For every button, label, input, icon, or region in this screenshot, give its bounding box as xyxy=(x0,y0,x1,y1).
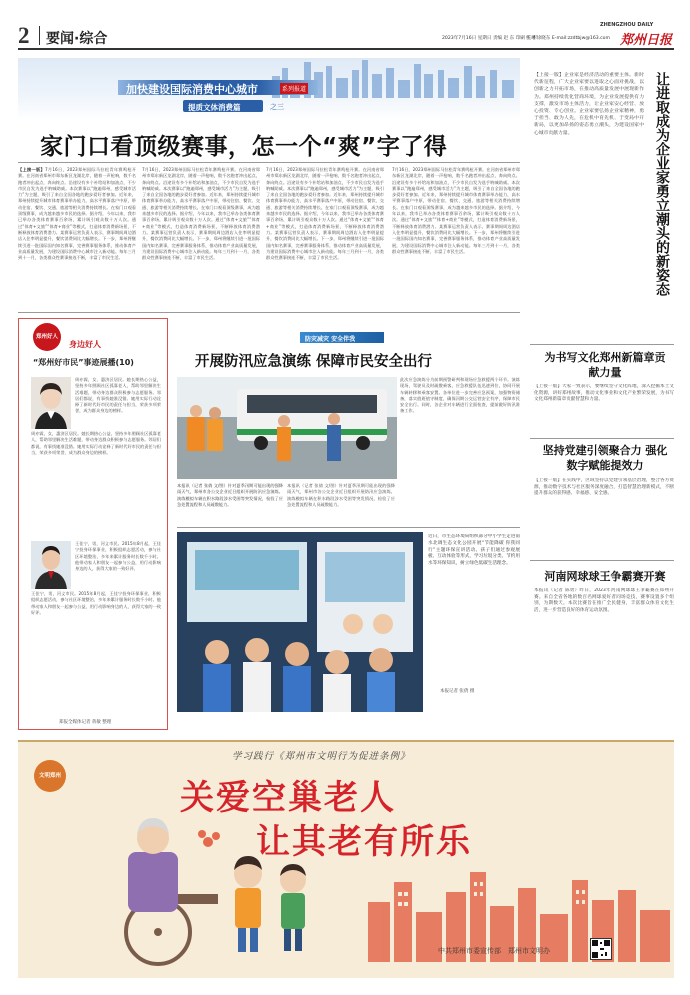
lead-byline: 【上接一版】 xyxy=(18,167,45,172)
section-name: 要闻·综合 xyxy=(46,31,108,47)
drill-caption xyxy=(177,483,283,523)
subtag-number: 之三 xyxy=(270,103,284,111)
good-people-badge: 郑州好人 xyxy=(33,323,61,351)
good-people-title: “郑州好市民”事迹展播(10) xyxy=(33,358,134,367)
right-rule-3 xyxy=(530,560,674,561)
story3-title: 坚持党建引领聚合力 强化数字赋能提效力 xyxy=(542,444,668,472)
lead-body-col3 xyxy=(266,167,384,307)
ad-sponsors: 中共郑州市委宣传部 郑州市文明办 xyxy=(438,947,550,955)
psa-ad xyxy=(18,740,674,978)
vertical-commentary-title: 让进取成为企业家勇立潮头的新姿态 xyxy=(654,72,670,296)
lead-body-col2 xyxy=(142,167,260,307)
lead-bottom-rule xyxy=(18,312,520,313)
lead-body-text-2: 7月16日，2023郑州国际马拉松青年赛鸣枪开赛。在河南省郑州市郑东新区龙湖北岸，随着一声枪响，数千名跑者冲出起点，奔向终点。沿途设有多个补给站和加油点，不少市民自发为选手呐喊助威。本次赛事以“跑遍郑州，感受城市活力”为主题，吸引了来自全国各地的跑步爱好者参加。近年来，郑州持续提升城市体育赛事举办能力，高水平赛事落户中原，带动住宿、餐饮、交通、旅游等相关消费持续增长。在家门口观看顶级赛事，成为越来越多市民的选择。据介绍，今年以来，我市已举办各类体育赛事百余场，累计吸引观众数十万人次。通过“体育+文旅”“体育+商业”等模式，打造体育消费新场景，不断释放体育消费潜力。某赛事运营负责人表示，赛事期间周边酒店入住率明显提升，餐饮消费同比大幅增长。下一步，郑州将继续引进一批国际国内知名赛事，完善赛事服务体系，推动体育产业高质量发展，为建设国际消费中心城市注入新动能。每年三月到十一月，各类群众性赛事接连不断，丰富了市民生活。 xyxy=(142,167,260,261)
ad-campaign: 学习践行《郑州市文明行为促进条例》 xyxy=(232,751,411,762)
page-number: 2 xyxy=(18,23,30,48)
lead-body-text-4: 7月16日，2023郑州国际马拉松青年赛鸣枪开赛。在河南省郑州市郑东新区龙湖北岸，随着一声枪响，数千名跑者冲出起点，奔向终点。沿途设有多个补给站和加油点，不少市民自发为选手呐喊助威。本次赛事以“跑遍郑州，感受城市活力”为主题，吸引了来自全国各地的跑步爱好者参加。近年来，郑州持续提升城市体育赛事举办能力，高水平赛事落户中原，带动住宿、餐饮、交通、旅游等相关消费持续增长。在家门口观看顶级赛事，成为越来越多市民的选择。据介绍，今年以来，我市已举办各类体育赛事百余场，累计吸引观众数十万人次。通过“体育+文旅”“体育+商业”等模式，打造体育消费新场景，不断释放体育消费潜力。某赛事运营负责人表示，赛事期间周边酒店入住率明显提升，餐饮消费同比大幅增长。下一步，郑州将继续引进一批国际国内知名赛事，完善赛事服务体系，推动体育产业高质量发展，为建设国际消费中心城市注入新动能。每年三月到十一月，各类群众性赛事接连不断，丰富了市民生活。 xyxy=(392,167,520,254)
good-people-credit: 郑报全媒体记者 蒋敏 整理 xyxy=(59,720,112,725)
drill-caption-2 xyxy=(287,483,395,523)
ad-headline-2: 让其老有所乐 xyxy=(256,822,472,862)
ad-headline-1: 关爱空巢老人 xyxy=(180,778,396,818)
series-banner xyxy=(18,58,520,120)
good-people-kicker: 身边好人 xyxy=(69,340,101,349)
banner-headline: 加快建设国际消费中心城市 xyxy=(126,83,258,96)
right-rule-1 xyxy=(530,344,674,345)
lead-body-text-1: 7月16日，2023郑州国际马拉松青年赛鸣枪开赛。在河南省郑州市郑东新区龙湖北岸，随着一声枪响，数千名跑者冲出起点，奔向终点。沿途设有多个补给站和加油点，不少市民自发为选手呐喊助威。本次赛事以“跑遍郑州，感受城市活力”为主题，吸引了来自全国各地的跑步爱好者参加。近年来，郑州持续提升城市体育赛事举办能力，高水平赛事落户中原，带动住宿、餐饮、交通、旅游等相关消费持续增长。在家门口观看顶级赛事，成为越来越多市民的选择。据介绍，今年以来，我市已举办各类体育赛事百余场，累计吸引观众数十万人次。通过“体育+文旅”“体育+商业”等模式，打造体育消费新场景，不断释放体育消费潜力。某赛事运营负责人表示，赛事期间周边酒店入住率明显提升，餐饮消费同比大幅增长。下一步，郑州将继续引进一批国际国内知名赛事，完善赛事服务体系，推动体育产业高质量发展，为建设国际消费中心城市注入新动能。每年三月到十一月，各类群众性赛事接连不断，丰富了市民生活。 xyxy=(18,167,136,261)
person1-bio-cont: 周亦霖，女，惠济区居民。她长期热心公益，坚持多年照顾社区孤寡老人，帮助邻里解决生活难题，带动身边群众积极参与志愿服务。邻居们都说，有事找她准没错。她用实际行动诠释了新时代好市民的责任与担当，荣获多项荣誉，成为群众身边的榜样。 xyxy=(31,431,161,455)
person2-bio-cont: 王佳宁，男，河义市民。2015年8月起，王佳宁投身环保事业，积极组织志愿活动，参与社区环境整治，多年来累计服务时长数千小时。他带动家人和朋友一起参与公益，用行动影响身边的人，获得大家的一致好评。 xyxy=(31,591,161,615)
newspaper-logo: 郑州日报 xyxy=(620,33,673,48)
right-rule-2 xyxy=(530,438,674,439)
story2-title: 为书写文化郑州新篇章贡献力量 xyxy=(544,351,666,379)
subtag-label: 提质文体消费篇 xyxy=(188,103,241,112)
email-line: 校对 徐晓东 E-mail:zzdtbjw@163.com xyxy=(526,36,610,41)
ad-illustration xyxy=(88,802,338,972)
safety-kicker: 防灾减灾 安全伴我 xyxy=(305,336,356,343)
date-line: 2023年7月16日 星期日 责编 赵 东 印刷 王 彬 xyxy=(442,36,537,41)
story3-body: 【上接一版】在实践中，区域坚持以党建引领基层治理，整合各方资源，推动数字技术与社区服务深度融合，打造智慧治理新模式，不断提升群众的获得感、幸福感、安全感。 xyxy=(534,478,674,497)
safety-body: 此次应急演练分为前期预警研判和现场应急救援两个环节。演练现场，驾驶员及时疏散乘客，应急救援队伍迅速到位，协同开展车辆转移和乘客安置。各单位进一步完善应急预案，加强物资储备，落实值班值守制度，确保汛期公交运营安全有序，保障市民安全出行。同时，各企业对车辆进行全面检查，提前做好防汛准备工作。 xyxy=(400,377,520,414)
lead-body-col1 xyxy=(18,167,136,307)
story2-body: 【上接一版】大家一致表示，要继续坚守文化阵地，深入挖掘本土文化资源，讲好郑州故事，推动文化事业和文化产业繁荣发展，为书写文化郑州新篇章贡献智慧和力量。 xyxy=(534,384,674,403)
person1-photo xyxy=(31,377,71,429)
kids-photo xyxy=(177,532,423,712)
person2-photo xyxy=(31,541,71,589)
commentary-body: 【上接一版】企业家是经济活动的重要主体。新时代新征程，广大企业家要以进取之心面对挑战，以创新之力开拓市场，在推动高质量发展中展现新作为。郑州持续优化营商环境，为企业发展提供有力支撑，激发市场主体活力，让企业家安心经营、放心投资、专心创业。企业家要弘扬企业家精神，勇于担当、敢为人先，在危机中育先机、于变局中开新局，以更加昂扬的姿态勇立潮头，为建设国家中心城市贡献力量。 xyxy=(534,73,644,136)
person1-bio: 周亦霖，女，惠济区居民。她长期热心公益，坚持多年照顾社区孤寡老人，帮助邻里解决生活难题，带动身边群众积极参与志愿服务。邻居们都说，有事找她准没错。她用实际行动诠释了新时代好市民的责任与担当，荣获多项荣誉，成为群众身边的榜样。 xyxy=(75,377,161,414)
ad-qr-code[interactable] xyxy=(590,938,612,960)
lead-headline: 家门口看顶级赛事，怎一个“爽”字了得 xyxy=(40,134,448,160)
lead-divider xyxy=(18,162,520,163)
person2-bio: 王佳宁，男，河义市民。2015年8月起，王佳宁投身环保事业，积极组织志愿活动，参与社区环境整治，多年来累计服务时长数千小时。他带动家人和朋友一起参与公益，用行动影响身边的人，获得大家的一致好评。 xyxy=(75,541,161,572)
kids-caption: 近日，市生态环境局组织部分中小学生走进南水北调生态文化公园开展“节能降碳 你我同行”主题环保宣讲活动。孩子们通过参观展板、互动体验等形式，学习垃圾分类、节约用水等环保知识，树立绿色低碳生活理念。 xyxy=(428,534,520,567)
lead-body-text-3: 7月16日，2023郑州国际马拉松青年赛鸣枪开赛。在河南省郑州市郑东新区龙湖北岸，随着一声枪响，数千名跑者冲出起点，奔向终点。沿途设有多个补给站和加油点，不少市民自发为选手呐喊助威。本次赛事以“跑遍郑州，感受城市活力”为主题，吸引了来自全国各地的跑步爱好者参加。近年来，郑州持续提升城市体育赛事举办能力，高水平赛事落户中原，带动住宿、餐饮、交通、旅游等相关消费持续增长。在家门口观看顶级赛事，成为越来越多市民的选择。据介绍，今年以来，我市已举办各类体育赛事百余场，累计吸引观众数十万人次。通过“体育+文旅”“体育+商业”等模式，打造体育消费新场景，不断释放体育消费潜力。某赛事运营负责人表示，赛事期间周边酒店入住率明显提升，餐饮消费同比大幅增长。下一步，郑州将继续引进一批国际国内知名赛事，完善赛事服务体系，推动体育产业高质量发展，为建设国际消费中心城市注入新动能。每年三月到十一月，各类群众性赛事接连不断，丰富了市民生活。 xyxy=(266,167,384,261)
english-name: ZHENGZHOU DAILY xyxy=(600,22,654,28)
masthead xyxy=(18,22,674,50)
lead-body-col4 xyxy=(392,167,520,307)
ad-badge: 文明郑州 xyxy=(34,760,66,792)
good-people-box xyxy=(18,318,168,730)
story4-body: 本报讯（记者 陈勇）昨日，2023年河南网球球王争霸赛在郑州开赛。来自全省各地的数百名网球爱好者同场竞技，赛事设置多个组别，为期数天。本次比赛旨在推广全民健身，丰富群众体育文化生活，进一步营造良好的体育运动氛围。 xyxy=(534,588,674,613)
safety-rule xyxy=(177,527,520,528)
series-tag: 系列报道 xyxy=(280,83,308,94)
masthead-divider xyxy=(39,26,40,45)
drill-caption-text: 本报讯（记者 张倩 文/图）针对夏季汛期可能出现的强降雨天气，郑州市各公交企业近日组织开展防汛应急演练。演练模拟车辆在积水路段涉水受困等突发情况，检验了应急处置流程和人员疏散能力。 xyxy=(177,483,283,507)
drill-caption-text-2: 本报讯（记者 张倩 文/图）针对夏季汛期可能出现的强降雨天气，郑州市各公交企业近日组织开展防汛应急演练。演练模拟车辆在积水路段涉水受困等突发情况，检验了应急处置流程和人员疏散能力。 xyxy=(287,483,395,507)
story4-title: 河南网球球王争霸赛开赛 xyxy=(544,570,666,583)
kids-credit: 本报记者 张倩 摄 xyxy=(440,689,475,694)
drill-photo xyxy=(177,377,397,479)
safety-headline: 开展防汛应急演练 保障市民安全出行 xyxy=(195,354,433,370)
